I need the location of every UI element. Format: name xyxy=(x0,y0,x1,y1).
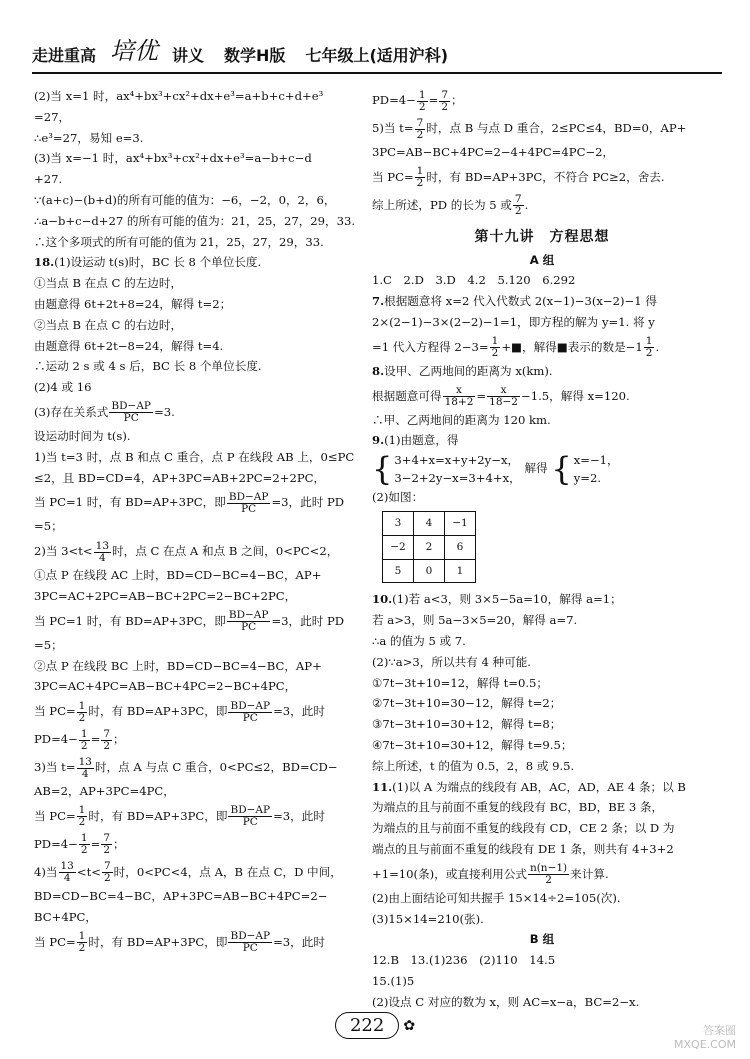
text-span: = xyxy=(90,732,101,747)
denominator: 4 xyxy=(99,551,106,564)
fraction xyxy=(101,833,112,856)
text-span: (1)设运动 t(s)时，BC 长 8 个单位长度. xyxy=(54,255,262,270)
text-span: 3)当 t= xyxy=(34,760,76,775)
text-line: ①7t−3t+10=12，解得 t=0.5； xyxy=(372,675,548,690)
formula-line xyxy=(34,398,364,426)
text-line: (2)如图： xyxy=(372,490,424,505)
flower-icon: ✿ xyxy=(403,1017,416,1034)
text-line: AB=2，AP+3PC=4PC， xyxy=(34,784,175,799)
text-span: (1)若 a<3，则 3×5−5a=10，解得 a=1； xyxy=(392,592,622,607)
fraction xyxy=(77,757,94,780)
text-span: (1)以 A 为端点的线段有 AB，AC，AD，AE 4 条；以 B xyxy=(392,779,686,794)
fraction xyxy=(79,729,90,752)
formula-line xyxy=(372,191,712,219)
magic-grid xyxy=(382,511,476,583)
text-line: ④7t−3t+10=30+12，解得 t=9.5； xyxy=(372,737,573,752)
formula-line xyxy=(34,697,364,725)
fraction xyxy=(102,861,113,884)
numerator: 1 xyxy=(418,88,426,101)
section-title: 第十九讲 方程思想 xyxy=(474,228,610,245)
fraction xyxy=(227,492,271,515)
left-column xyxy=(34,86,364,956)
grade-label: 七年级上(适用沪科) xyxy=(305,46,449,65)
text-line: =5； xyxy=(34,637,63,652)
text-span: =1 代入方程得 2−3= xyxy=(372,339,489,354)
text-span: 时，0<PC<4，点 A，B 在点 C，D 中间， xyxy=(113,864,342,879)
problem-number: 8. xyxy=(372,363,385,378)
fraction xyxy=(77,701,88,724)
text-span: 时，有 BD=AP+3PC，即 xyxy=(88,808,228,823)
denominator: 2 xyxy=(103,872,111,885)
text-span: =3，此时 xyxy=(273,934,325,949)
grid-cell: 4 xyxy=(414,511,445,535)
problem-line xyxy=(372,589,712,610)
text-span: =3，此时 PD xyxy=(271,613,345,628)
denominator: PC xyxy=(123,412,139,425)
problem-number: 10. xyxy=(372,592,393,607)
numerator: BD−AP xyxy=(230,699,271,712)
text-line: (3)当 x=−1 时，ax⁴+bx³+cx²+dx+e³=a−b+c−d xyxy=(34,151,312,166)
watermark xyxy=(674,1022,736,1051)
text-span: −1.5，解得 x=120. xyxy=(520,388,630,403)
problem-number: 18. xyxy=(34,255,55,270)
text-line: 3PC=AC+4PC=AB−BC+4PC=2−BC+4PC， xyxy=(34,679,297,694)
text-line: ∴a−b+c−d+27 的所有可能的值为：21，25，27，29，33. xyxy=(34,213,356,228)
text-span: ； xyxy=(113,836,125,851)
grid-cell: 2 xyxy=(414,535,445,559)
fraction xyxy=(439,90,450,113)
numerator: 7 xyxy=(416,116,424,129)
text-line: ②点 P 在线段 BC 上时，BD=CD−BC=4−BC，AP+ xyxy=(34,658,322,673)
text-span: 时，点 B 与点 D 重合，2≤PC≤4，BD=0，AP+ xyxy=(426,121,687,135)
fraction xyxy=(79,833,90,856)
numerator: BD−AP xyxy=(230,930,271,943)
fraction xyxy=(528,863,569,886)
fraction xyxy=(644,336,655,359)
system-eq-1: 3+4+x=x+y+2y−x， xyxy=(394,453,520,468)
denominator: 2 xyxy=(418,100,426,113)
text-span: +■，解得■表示的数是−1 xyxy=(501,339,643,354)
numerator: 1 xyxy=(78,930,86,943)
text-line: ∴运动 2 s 或 4 s 后，BC 长 8 个单位长度. xyxy=(34,359,262,374)
fraction xyxy=(513,194,524,217)
group-title-b: B 组 xyxy=(529,932,555,947)
text-line: 1.C 2.D 3.D 4.2 5.120 6.292 xyxy=(372,273,576,288)
formula-line xyxy=(372,114,712,142)
text-line: =5； xyxy=(34,519,63,534)
text-line: ②7t−3t+10=30−12，解得 t=2； xyxy=(372,696,562,711)
text-line: (3)15×14=210(张). xyxy=(372,911,484,926)
problem-line xyxy=(372,430,712,451)
text-line: 15.(1)5 xyxy=(372,973,415,988)
denominator: PC xyxy=(242,816,258,829)
formula-line xyxy=(34,537,364,565)
text-line: (2)∵a>3，所以共有 4 种可能. xyxy=(372,654,531,669)
text-line: 端点的且与前面不重复的线段有 DE 1 条，则共有 4+3+2 xyxy=(372,841,674,856)
text-span: ； xyxy=(113,732,125,747)
denominator: 18−2 xyxy=(489,396,518,409)
text-line: 为端点的且与前面不重复的线段有 BC，BD，BE 3 条， xyxy=(372,800,664,815)
denominator: PC xyxy=(241,621,257,634)
solution-rows xyxy=(574,451,619,487)
text-span: = xyxy=(428,93,439,107)
numerator: 7 xyxy=(514,193,522,206)
text-line: BD=CD−BC=4−BC，AP+3PC=AB−BC+4PC=2− xyxy=(34,888,328,903)
text-line: 若 a>3，则 5a−3×5=20，解得 a=7. xyxy=(372,613,578,628)
text-line: 12.B 13.(1)236 (2)110 14.5 xyxy=(372,953,556,968)
grid-cell: 0 xyxy=(414,559,445,583)
text-span: 时，点 A 与点 C 重合，0<PC≤2，BD=CD− xyxy=(94,760,338,775)
fraction xyxy=(228,931,272,954)
text-span: 当 PC= xyxy=(34,934,76,949)
system-left xyxy=(372,451,521,487)
numerator: 1 xyxy=(645,335,653,348)
page-header xyxy=(32,26,722,74)
text-line: (2)由上面结论可知共握手 15×14÷2=105(次). xyxy=(372,890,621,905)
formula-line xyxy=(34,753,364,781)
book-type: 讲义 xyxy=(172,46,205,65)
formula-line xyxy=(34,488,364,516)
text-span: <t< xyxy=(76,864,101,879)
formula-line xyxy=(372,86,712,114)
text-line: 设运动时间为 t(s). xyxy=(34,428,131,443)
text-span: 根据题意可得 xyxy=(372,388,442,403)
numerator: 7 xyxy=(103,860,111,873)
brace: { xyxy=(372,450,393,489)
fraction xyxy=(487,385,520,408)
numerator: BD−AP xyxy=(228,490,269,503)
text-line: 3PC=AC+2PC=AB−BC+2PC=2−BC+2PC， xyxy=(34,588,297,603)
denominator: 18+2 xyxy=(444,396,474,409)
fraction xyxy=(109,401,153,424)
text-line: 综上所述，t 的值为 0.5，2，8 或 9.5. xyxy=(372,758,575,773)
formula-line xyxy=(34,607,364,635)
numerator: 1 xyxy=(491,335,499,348)
text-span: 5)当 t= xyxy=(372,121,414,135)
formula-line xyxy=(34,830,364,858)
problem-number: 11. xyxy=(372,779,393,794)
fraction xyxy=(101,729,112,752)
denominator: 4 xyxy=(81,767,89,780)
formula-line xyxy=(34,928,364,956)
text-span: 当 PC= xyxy=(34,808,76,823)
fraction xyxy=(228,805,272,828)
page-footer xyxy=(0,1012,750,1039)
series-logo: 培优 xyxy=(110,37,159,65)
fraction xyxy=(94,541,111,564)
text-span: 综上所述，PD 的长为 5 或 xyxy=(372,197,512,212)
text-span: = xyxy=(90,836,101,851)
problem-number: 9. xyxy=(372,433,385,448)
numerator: BD−AP xyxy=(111,400,151,413)
text-span: 2)当 3<t< xyxy=(34,544,93,559)
fraction xyxy=(443,385,476,408)
text-line: ②当点 B 在点 C 的右边时， xyxy=(34,317,183,332)
fraction xyxy=(417,90,428,113)
fraction xyxy=(228,701,272,724)
denominator: PC xyxy=(242,942,258,955)
denominator: 2 xyxy=(491,347,499,360)
text-span: . xyxy=(655,339,660,354)
denominator: 2 xyxy=(514,205,522,218)
fraction xyxy=(77,931,88,954)
text-line: +27. xyxy=(34,172,63,187)
fraction xyxy=(490,336,501,359)
numerator: 1 xyxy=(416,165,424,178)
denominator: 2 xyxy=(103,739,110,752)
grid-cell: −2 xyxy=(383,535,414,559)
series-title: 走进重高 xyxy=(32,46,97,65)
text-line: ①点 P 在线段 AC 上时，BD=CD−BC=4−BC，AP+ xyxy=(34,568,322,583)
text-span: PD=4− xyxy=(372,93,416,107)
text-span: =3，此时 xyxy=(273,704,325,719)
numerator: 7 xyxy=(103,832,110,845)
numerator: 1 xyxy=(80,727,88,740)
text-line: (2)4 或 16 xyxy=(34,380,92,395)
denominator: 2 xyxy=(80,844,88,857)
formula-line xyxy=(34,858,364,886)
system-rows xyxy=(394,451,520,487)
text-span: 设甲、乙两地间的距离为 x(km). xyxy=(384,363,553,378)
text-span: 当 PC=1 时，有 BD=AP+3PC，即 xyxy=(34,613,226,628)
denominator: PC xyxy=(241,502,257,515)
numerator: 7 xyxy=(441,88,448,101)
text-line: =27， xyxy=(34,109,71,124)
denominator: PC xyxy=(242,711,258,724)
watermark-text: 答案圈 MXQE.COM xyxy=(674,1024,736,1051)
group-title-a: A 组 xyxy=(529,252,555,267)
text-span: 时，有 BD=AP+3PC，即 xyxy=(88,934,228,949)
right-column xyxy=(372,86,712,1013)
numerator: 7 xyxy=(103,727,110,740)
denominator: 2 xyxy=(78,711,86,724)
numerator: 1 xyxy=(78,699,86,712)
text-span: 根据题意将 x=2 代入代数式 2(x−1)−3(x−2)−1 得 xyxy=(384,294,657,309)
text-span: (1)由题意，得 xyxy=(384,433,459,448)
solve-word: 解得 xyxy=(524,461,548,476)
text-span: 4)当 xyxy=(34,864,58,879)
text-span: 时，点 C 在点 A 和点 B 之间，0<PC<2， xyxy=(112,544,339,559)
page-number: 222 xyxy=(335,1012,399,1039)
numerator: x xyxy=(443,385,476,397)
text-span: 当 PC= xyxy=(372,169,414,184)
numerator: 1 xyxy=(78,804,86,817)
text-line: 由题意得 6t+2t−8=24，解得 t=4. xyxy=(34,338,224,353)
denominator: 2 xyxy=(80,739,88,752)
text-span: PD=4− xyxy=(34,732,78,747)
grid-cell: 5 xyxy=(383,559,414,583)
numerator: 13 xyxy=(60,860,74,873)
numerator: BD−AP xyxy=(230,804,271,817)
denominator: 2 xyxy=(416,177,424,190)
text-span: . xyxy=(524,197,529,212)
formula-line xyxy=(372,163,712,191)
text-line: BC+4PC， xyxy=(34,909,97,924)
denominator: 4 xyxy=(63,872,71,885)
text-span: 来计算. xyxy=(570,866,609,881)
numerator: x xyxy=(487,385,520,397)
grid-row xyxy=(383,535,476,559)
text-line: ∴e³=27，易知 e=3. xyxy=(34,130,144,145)
text-line: ≤2，且 BD=CD=4，AP+3PC=AB+2PC=2+2PC， xyxy=(34,470,326,485)
denominator: 2 xyxy=(78,816,86,829)
text-line: (2)当 x=1 时，ax⁴+bx³+cx²+dx+e³=a+b+c+d+e³ xyxy=(34,89,324,103)
problem-line xyxy=(372,291,712,312)
text-line: ∴a 的值为 5 或 7. xyxy=(372,633,466,648)
text-line: 3PC=AB−BC+4PC=2−4+4PC=4PC−2， xyxy=(372,145,615,159)
equation-system xyxy=(372,451,712,487)
grid-cell: 3 xyxy=(383,511,414,535)
text-line: 由题意得 6t+2t+8=24，解得 t=2； xyxy=(34,296,232,311)
problem-line xyxy=(372,777,712,798)
numerator: 1 xyxy=(80,832,88,845)
brace: { xyxy=(551,450,572,489)
grid-cell: −1 xyxy=(445,511,476,535)
numerator: 13 xyxy=(78,755,92,768)
numerator: BD−AP xyxy=(228,609,269,622)
denominator: 2 xyxy=(103,844,110,857)
fraction xyxy=(59,861,76,884)
formula-line xyxy=(34,802,364,830)
text-span: ； xyxy=(451,93,463,107)
grid-row xyxy=(383,559,476,583)
text-line: ∴甲、乙两地间的距离为 120 km. xyxy=(372,412,551,427)
denominator: 2 xyxy=(645,347,653,360)
numerator: n(n−1) xyxy=(529,862,568,875)
text-line: 2×(2−1)−3×(2−2)−1=1，即方程的解为 y=1. 将 y xyxy=(372,314,655,329)
text-line: ∵(a+c)−(b+d)的所有可能的值为：−6，−2，0，2，6， xyxy=(34,192,336,207)
text-span: +1=10(条)，或直接利用公式 xyxy=(372,866,527,881)
formula-line xyxy=(372,860,712,888)
solution-y: y=2. xyxy=(573,471,602,486)
text-span: PD=4− xyxy=(34,836,78,851)
denominator: 2 xyxy=(545,874,552,887)
text-span: =3，此时 PD xyxy=(271,495,345,510)
formula-line xyxy=(372,382,712,410)
text-span: (3)存在关系式 xyxy=(34,404,109,419)
text-line: (2)设点 C 对应的数为 x，则 AC=x−a，BC=2−x. xyxy=(372,994,640,1009)
text-line: 为端点的且与前面不重复的线段有 CD，CE 2 条；以 D 为 xyxy=(372,821,675,836)
fraction xyxy=(227,610,271,633)
text-line: ①当点 B 在点 C 的左边时， xyxy=(34,276,183,291)
text-span: =3. xyxy=(154,404,175,419)
solution-x: x=−1， xyxy=(573,453,619,468)
grid-row xyxy=(383,511,476,535)
text-span: 时，有 BD=AP+3PC，即 xyxy=(88,704,228,719)
fraction xyxy=(77,805,88,828)
problem-line xyxy=(34,252,364,273)
problem-number: 7. xyxy=(372,294,385,309)
subject-label: 数学H版 xyxy=(224,46,286,65)
fraction xyxy=(415,118,426,141)
denominator: 2 xyxy=(441,100,448,113)
grid-cell: 6 xyxy=(445,535,476,559)
formula-line xyxy=(372,333,712,361)
numerator: 13 xyxy=(95,539,110,552)
text-line: ∴这个多项式的所有可能的值为 21，25，27，29，33. xyxy=(34,234,324,249)
text-span: 当 PC= xyxy=(34,704,76,719)
text-line: ③7t−3t+10=30+12，解得 t=8； xyxy=(372,717,562,732)
grid-cell: 1 xyxy=(445,559,476,583)
text-span: = xyxy=(476,388,487,403)
formula-line xyxy=(34,725,364,753)
text-span: =3，此时 xyxy=(273,808,325,823)
system-eq-2: 3−2+2y−x=3+4+x， xyxy=(394,471,521,486)
system-solution xyxy=(551,451,618,487)
denominator: 2 xyxy=(416,128,424,141)
fraction xyxy=(415,166,426,189)
problem-line xyxy=(372,361,712,382)
text-span: 时，有 BD=AP+3PC，不符合 PC≥2，舍去. xyxy=(426,169,665,184)
text-line: 1)当 t=3 时，点 B 和点 C 重合，点 P 在线段 AB 上，0≤PC xyxy=(34,449,355,464)
denominator: 2 xyxy=(78,942,86,955)
text-span: 当 PC=1 时，有 BD=AP+3PC，即 xyxy=(34,495,226,510)
